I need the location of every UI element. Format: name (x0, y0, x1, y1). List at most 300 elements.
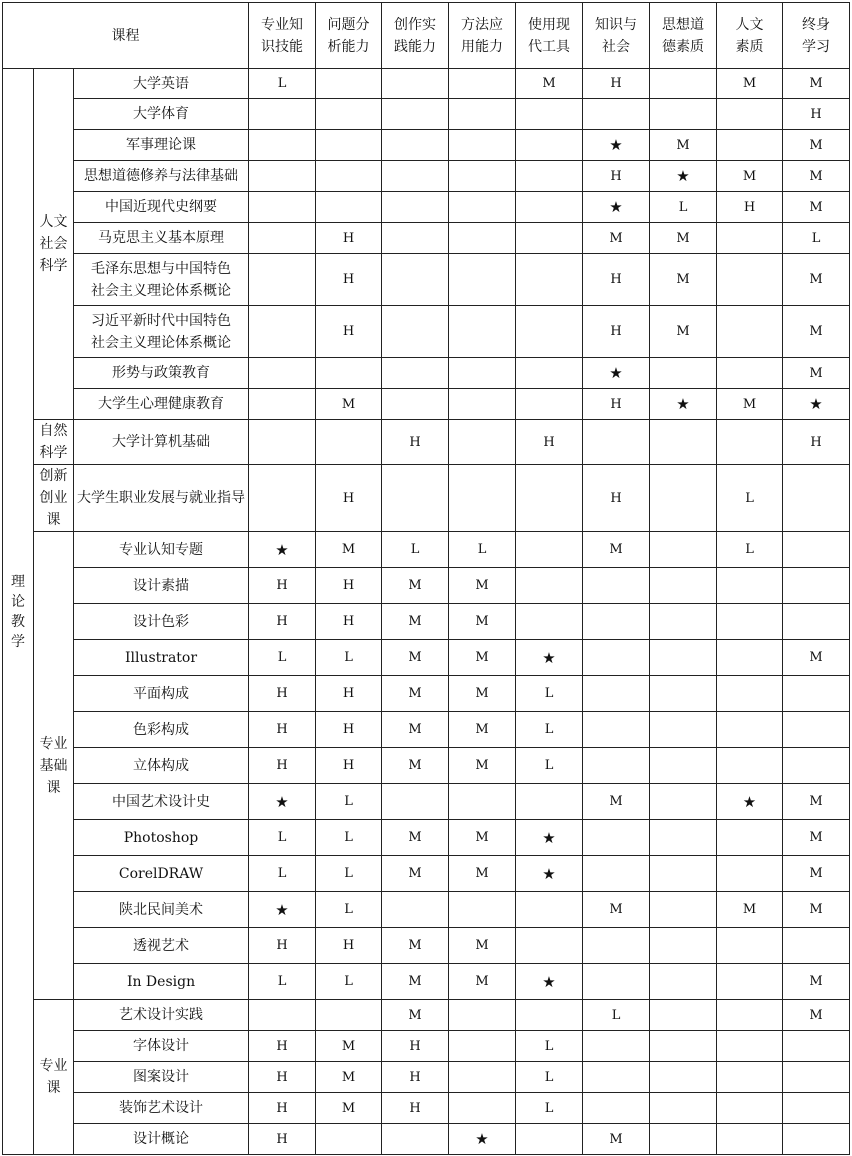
competency-header: 思想道 德素质 (650, 3, 717, 69)
rating-cell: M (382, 964, 449, 1000)
rating-cell (650, 928, 717, 964)
course-name: CorelDRAW (74, 856, 249, 892)
rating-cell (717, 254, 783, 306)
rating-cell: L (249, 820, 316, 856)
rating-cell: H (783, 420, 850, 465)
course-name: 大学生职业发展与就业指导 (74, 465, 249, 532)
course-name: 设计色彩 (74, 604, 249, 640)
course-name: 色彩构成 (74, 712, 249, 748)
rating-cell: L (516, 748, 583, 784)
rating-cell (717, 223, 783, 254)
rating-cell (650, 1093, 717, 1124)
rating-cell (783, 676, 850, 712)
rating-cell (583, 1093, 650, 1124)
star-rating-cell: ★ (516, 640, 583, 676)
rating-cell: H (249, 748, 316, 784)
rating-cell: L (783, 223, 850, 254)
rating-cell (316, 99, 382, 130)
rating-cell: H (382, 1093, 449, 1124)
rating-cell (717, 130, 783, 161)
course-name: 透视艺术 (74, 928, 249, 964)
rating-cell: H (249, 712, 316, 748)
rating-cell (382, 1124, 449, 1155)
star-rating-cell: ★ (516, 820, 583, 856)
rating-cell (583, 99, 650, 130)
rating-cell (650, 784, 717, 820)
rating-cell: H (316, 254, 382, 306)
rating-cell: M (583, 892, 650, 928)
rating-cell (650, 568, 717, 604)
rating-cell: M (449, 748, 516, 784)
rating-cell: H (249, 1031, 316, 1062)
course-name: 设计概论 (74, 1124, 249, 1155)
rating-cell (249, 465, 316, 532)
rating-cell: H (583, 69, 650, 99)
rating-cell (650, 748, 717, 784)
rating-cell: M (382, 856, 449, 892)
rating-cell (382, 389, 449, 420)
rating-cell (382, 223, 449, 254)
rating-cell: L (382, 532, 449, 568)
rating-cell (249, 161, 316, 192)
rating-cell: H (382, 1062, 449, 1093)
rating-cell: M (717, 892, 783, 928)
rating-cell (249, 306, 316, 358)
rating-cell: H (316, 465, 382, 532)
rating-cell (449, 161, 516, 192)
category-label: 理论教学 (11, 573, 25, 650)
rating-cell: M (382, 568, 449, 604)
rating-cell (316, 358, 382, 389)
rating-cell (650, 1062, 717, 1093)
rating-cell (449, 1093, 516, 1124)
course-name: 立体构成 (74, 748, 249, 784)
rating-cell: M (449, 964, 516, 1000)
rating-cell (249, 358, 316, 389)
rating-cell: L (316, 964, 382, 1000)
star-rating-cell: ★ (516, 964, 583, 1000)
rating-cell (516, 568, 583, 604)
rating-cell (316, 192, 382, 223)
rating-cell: M (449, 820, 516, 856)
rating-cell: L (650, 192, 717, 223)
course-name: 毛泽东思想与中国特色 社会主义理论体系概论 (74, 254, 249, 306)
rating-cell (650, 676, 717, 712)
rating-cell (583, 928, 650, 964)
rating-cell: M (783, 254, 850, 306)
rating-cell (717, 1031, 783, 1062)
rating-cell (717, 604, 783, 640)
rating-cell (516, 358, 583, 389)
rating-cell: H (249, 1124, 316, 1155)
rating-cell (516, 1124, 583, 1155)
rating-cell (516, 465, 583, 532)
rating-cell (650, 640, 717, 676)
rating-cell (449, 420, 516, 465)
table-row (3, 820, 850, 856)
rating-cell: M (783, 69, 850, 99)
rating-cell: H (316, 676, 382, 712)
course-name: 图案设计 (74, 1062, 249, 1093)
rating-cell (249, 254, 316, 306)
rating-cell (516, 161, 583, 192)
rating-cell (650, 465, 717, 532)
star-rating-cell: ★ (516, 856, 583, 892)
rating-cell: H (583, 465, 650, 532)
rating-cell (650, 532, 717, 568)
rating-cell (316, 420, 382, 465)
rating-cell: H (316, 306, 382, 358)
rating-cell (783, 748, 850, 784)
rating-cell: H (316, 928, 382, 964)
rating-cell (449, 1031, 516, 1062)
rating-cell (583, 676, 650, 712)
rating-cell (650, 712, 717, 748)
table-row (3, 69, 850, 99)
rating-cell (783, 1124, 850, 1155)
rating-cell (717, 306, 783, 358)
course-name: 装饰艺术设计 (74, 1093, 249, 1124)
star-rating-cell: ★ (449, 1124, 516, 1155)
table-row (3, 604, 850, 640)
rating-cell (717, 640, 783, 676)
rating-cell: M (449, 568, 516, 604)
rating-cell (249, 99, 316, 130)
rating-cell (449, 99, 516, 130)
rating-cell (717, 964, 783, 1000)
rating-cell: M (449, 676, 516, 712)
rating-cell: M (783, 856, 850, 892)
course-name: 大学体育 (74, 99, 249, 130)
table-row (3, 420, 850, 465)
course-name: Photoshop (74, 820, 249, 856)
rating-cell (516, 892, 583, 928)
rating-cell: M (382, 820, 449, 856)
rating-cell (783, 532, 850, 568)
course-name: 专业认知专题 (74, 532, 249, 568)
rating-cell (650, 964, 717, 1000)
table-row (3, 223, 850, 254)
star-rating-cell: ★ (583, 130, 650, 161)
competency-header: 创作实 践能力 (382, 3, 449, 69)
rating-cell: M (783, 192, 850, 223)
group-cell: 创新 创业 课 (34, 465, 74, 532)
rating-cell: M (783, 130, 850, 161)
rating-cell (783, 712, 850, 748)
rating-cell (717, 1062, 783, 1093)
rating-cell (717, 1000, 783, 1031)
course-name: 大学计算机基础 (74, 420, 249, 465)
course-name: 思想道德修养与法律基础 (74, 161, 249, 192)
rating-cell (650, 1000, 717, 1031)
rating-cell (583, 964, 650, 1000)
rating-cell (382, 358, 449, 389)
rating-cell (516, 99, 583, 130)
rating-cell (717, 928, 783, 964)
rating-cell (449, 892, 516, 928)
table-row (3, 676, 850, 712)
rating-cell: L (316, 856, 382, 892)
rating-cell (249, 420, 316, 465)
rating-cell: H (316, 568, 382, 604)
rating-cell: H (249, 604, 316, 640)
rating-cell: M (583, 784, 650, 820)
rating-cell: H (583, 306, 650, 358)
rating-cell: H (583, 389, 650, 420)
rating-cell: L (516, 1093, 583, 1124)
star-rating-cell: ★ (650, 389, 717, 420)
rating-cell (449, 784, 516, 820)
rating-cell (650, 420, 717, 465)
rating-cell: L (316, 820, 382, 856)
rating-cell (316, 1124, 382, 1155)
rating-cell: M (382, 640, 449, 676)
rating-cell (516, 1000, 583, 1031)
rating-cell: M (316, 1031, 382, 1062)
group-cell: 专业 基础 课 (34, 532, 74, 1000)
table-row (3, 192, 850, 223)
star-rating-cell: ★ (650, 161, 717, 192)
star-rating-cell: ★ (249, 892, 316, 928)
rating-cell: M (382, 748, 449, 784)
rating-cell: M (516, 69, 583, 99)
rating-cell: H (717, 192, 783, 223)
rating-cell (316, 69, 382, 99)
rating-cell: M (783, 1000, 850, 1031)
rating-cell (449, 306, 516, 358)
rating-cell (449, 358, 516, 389)
rating-cell: M (583, 532, 650, 568)
rating-cell (650, 856, 717, 892)
rating-cell (650, 820, 717, 856)
table-row (3, 532, 850, 568)
rating-cell (449, 389, 516, 420)
rating-cell: M (449, 928, 516, 964)
rating-cell (382, 99, 449, 130)
rating-cell: M (783, 306, 850, 358)
rating-cell (316, 1000, 382, 1031)
course-name: 陕北民间美术 (74, 892, 249, 928)
rating-cell (650, 892, 717, 928)
competency-header: 终身 学习 (783, 3, 850, 69)
rating-cell: H (249, 1062, 316, 1093)
rating-cell (382, 465, 449, 532)
rating-cell (717, 856, 783, 892)
rating-cell: M (449, 640, 516, 676)
rating-cell: M (449, 712, 516, 748)
rating-cell: H (316, 604, 382, 640)
header-row (3, 3, 850, 69)
rating-cell (783, 1031, 850, 1062)
table-row (3, 1124, 850, 1155)
rating-cell: H (583, 161, 650, 192)
rating-cell: L (717, 465, 783, 532)
rating-cell: M (449, 604, 516, 640)
rating-cell: M (717, 69, 783, 99)
rating-cell: L (516, 712, 583, 748)
rating-cell (583, 748, 650, 784)
course-name: 字体设计 (74, 1031, 249, 1062)
rating-cell (583, 420, 650, 465)
rating-cell (717, 748, 783, 784)
rating-cell (650, 99, 717, 130)
rating-cell: M (717, 389, 783, 420)
rating-cell: M (316, 532, 382, 568)
course-name: 艺术设计实践 (74, 1000, 249, 1031)
rating-cell: M (583, 223, 650, 254)
curriculum-competency-matrix (2, 2, 850, 1155)
rating-cell: L (717, 532, 783, 568)
rating-cell (449, 192, 516, 223)
star-rating-cell: ★ (583, 192, 650, 223)
rating-cell (783, 1093, 850, 1124)
rating-cell: L (249, 856, 316, 892)
rating-cell (783, 568, 850, 604)
rating-cell: M (382, 712, 449, 748)
rating-cell (316, 161, 382, 192)
rating-cell (717, 358, 783, 389)
rating-cell: H (382, 1031, 449, 1062)
rating-cell (583, 604, 650, 640)
rating-cell (783, 928, 850, 964)
table-row (3, 1031, 850, 1062)
course-name: 大学英语 (74, 69, 249, 99)
rating-cell (382, 161, 449, 192)
rating-cell (650, 69, 717, 99)
group-cell: 人文 社会 科学 (34, 69, 74, 420)
rating-cell (449, 465, 516, 532)
rating-cell (449, 130, 516, 161)
rating-cell: M (650, 254, 717, 306)
table-row (3, 568, 850, 604)
rating-cell: M (783, 640, 850, 676)
rating-cell (516, 532, 583, 568)
star-rating-cell: ★ (717, 784, 783, 820)
course-name: 军事理论课 (74, 130, 249, 161)
course-name: 中国近现代史纲要 (74, 192, 249, 223)
rating-cell: H (249, 928, 316, 964)
rating-cell (449, 1000, 516, 1031)
rating-cell: M (783, 784, 850, 820)
rating-cell (382, 254, 449, 306)
rating-cell: H (249, 1093, 316, 1124)
rating-cell (382, 192, 449, 223)
rating-cell: M (316, 1062, 382, 1093)
rating-cell (516, 223, 583, 254)
rating-cell: L (516, 1062, 583, 1093)
rating-cell (249, 389, 316, 420)
course-name: 习近平新时代中国特色 社会主义理论体系概论 (74, 306, 249, 358)
rating-cell: H (316, 223, 382, 254)
rating-cell (650, 604, 717, 640)
rating-cell: M (382, 1000, 449, 1031)
rating-cell (449, 1062, 516, 1093)
rating-cell (249, 192, 316, 223)
table-row (3, 748, 850, 784)
rating-cell (516, 389, 583, 420)
competency-header: 专业知 识技能 (249, 3, 316, 69)
rating-cell: M (783, 964, 850, 1000)
rating-cell: M (316, 389, 382, 420)
rating-cell (583, 856, 650, 892)
rating-cell (783, 465, 850, 532)
rating-cell (249, 130, 316, 161)
rating-cell: H (382, 420, 449, 465)
rating-cell (516, 130, 583, 161)
rating-cell: L (249, 69, 316, 99)
rating-cell: M (650, 306, 717, 358)
rating-cell (783, 1062, 850, 1093)
table-row (3, 358, 850, 389)
star-rating-cell: ★ (783, 389, 850, 420)
rating-cell: M (382, 676, 449, 712)
rating-cell: L (516, 1031, 583, 1062)
group-cell: 专业 课 (34, 1000, 74, 1155)
rating-cell (717, 712, 783, 748)
table-row (3, 964, 850, 1000)
rating-cell: L (583, 1000, 650, 1031)
table-row (3, 1093, 850, 1124)
rating-cell (717, 1093, 783, 1124)
rating-cell (650, 1031, 717, 1062)
rating-cell (382, 892, 449, 928)
rating-cell: H (316, 712, 382, 748)
rating-cell: H (316, 748, 382, 784)
rating-cell (516, 928, 583, 964)
course-header: 课程 (3, 3, 249, 69)
course-name: 马克思主义基本原理 (74, 223, 249, 254)
table-row (3, 306, 850, 358)
competency-header: 方法应 用能力 (449, 3, 516, 69)
rating-cell: L (316, 784, 382, 820)
star-rating-cell: ★ (249, 784, 316, 820)
rating-cell (316, 130, 382, 161)
rating-cell: H (249, 676, 316, 712)
course-name: 平面构成 (74, 676, 249, 712)
rating-cell (717, 568, 783, 604)
rating-cell: H (583, 254, 650, 306)
rating-cell: L (249, 640, 316, 676)
course-name: 大学生心理健康教育 (74, 389, 249, 420)
rating-cell: M (783, 358, 850, 389)
rating-cell (449, 69, 516, 99)
rating-cell (382, 69, 449, 99)
competency-header: 人文 素质 (717, 3, 783, 69)
competency-header: 知识与 社会 (583, 3, 650, 69)
rating-cell (717, 1124, 783, 1155)
rating-cell (449, 223, 516, 254)
rating-cell: M (783, 820, 850, 856)
table-row (3, 712, 850, 748)
course-name: Illustrator (74, 640, 249, 676)
rating-cell (249, 1000, 316, 1031)
table-row (3, 465, 850, 532)
rating-cell (650, 358, 717, 389)
course-name: 设计素描 (74, 568, 249, 604)
rating-cell (583, 820, 650, 856)
table-row (3, 784, 850, 820)
table-row (3, 161, 850, 192)
rating-cell (583, 1031, 650, 1062)
course-name: 形势与政策教育 (74, 358, 249, 389)
star-rating-cell: ★ (249, 532, 316, 568)
rating-cell (717, 420, 783, 465)
rating-cell (717, 820, 783, 856)
rating-cell: H (249, 568, 316, 604)
rating-cell: M (717, 161, 783, 192)
star-rating-cell: ★ (583, 358, 650, 389)
rating-cell (516, 192, 583, 223)
